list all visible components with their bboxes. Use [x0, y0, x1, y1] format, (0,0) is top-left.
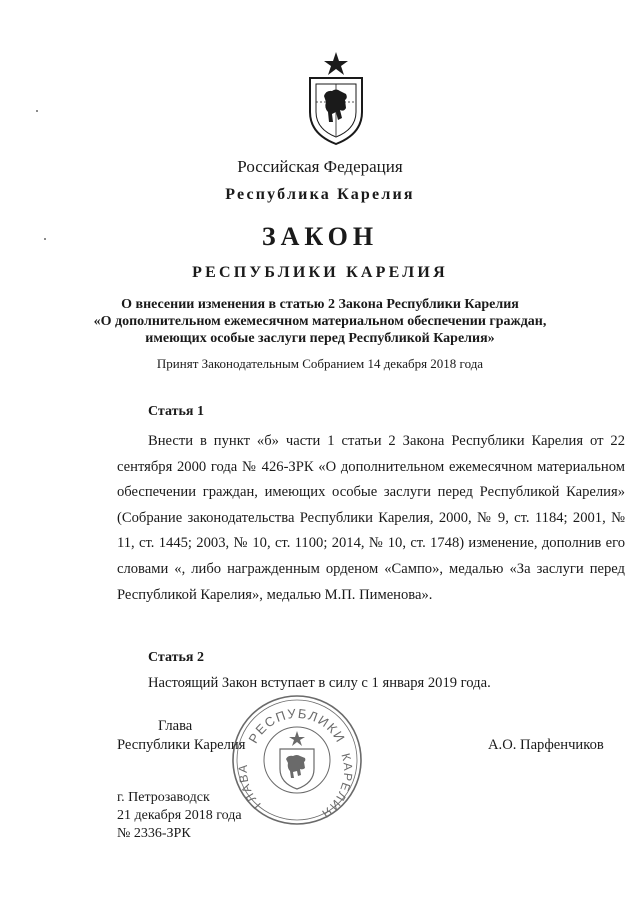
seal-right-text: КАРЕЛИЯ	[318, 751, 356, 822]
law-number: № 2336-ЗРК	[117, 826, 191, 841]
seal-left-text: ГЛАВА	[235, 763, 264, 812]
article-1-text: Внести в пункт «б» части 1 статьи 2 Закона Республики Карелия от 22 сентября 2000 года № 426-ЗРК «О дополнительном ежемесячном материальном обеспечении граждан, имеющих особые заслуги перед Республикой Карелия» (Собрание законодательства Республики Карелия, 2000, № 9, ст. 1184; 2001, № 11, ст. 1445; 2003, № 10, ст. 1100; 2014, № 10, ст. 1748) изменение, дополнив его словами «, либо награжденным орденом «Сампо», медалью «За заслуги перед Республикой Карелия», медалью М.П. Пименова».	[117, 433, 625, 603]
coat-of-arms-emblem	[300, 50, 372, 146]
scan-speck	[36, 110, 38, 112]
signatory-name: А.О. Парфенчиков	[488, 737, 604, 753]
law-title-line-3: имеющих особые заслуги перед Республикой Карелия»	[145, 331, 495, 346]
bear-shield-icon	[300, 50, 372, 146]
document-type-subtitle: РЕСПУБЛИКИ КАРЕЛИЯ	[192, 264, 448, 281]
country-name: Российская Федерация	[237, 157, 403, 176]
place-of-signing: г. Петрозаводск	[117, 790, 210, 805]
scan-speck	[44, 238, 46, 240]
seal-stamp-icon	[230, 693, 364, 827]
seal-top-text: РЕСПУБЛИКИ	[245, 705, 349, 746]
adoption-note: Принят Законодательным Собранием 14 декабря 2018 года	[156, 356, 484, 371]
law-title-line-2: «О дополнительном ежемесячном материальном обеспечении граждан,	[93, 314, 547, 329]
document-type: ЗАКОН	[261, 222, 379, 251]
article-2-heading: Статья 2	[148, 650, 204, 665]
article-2-text: Настоящий Закон вступает в силу с 1 января 2019 года.	[148, 675, 491, 691]
republic-name: Республика Карелия	[225, 186, 415, 203]
signing-date: 21 декабря 2018 года	[117, 808, 242, 823]
article-1-heading: Статья 1	[148, 404, 204, 419]
svg-text:КАРЕЛИЯ	[318, 752, 355, 822]
law-title-line-1: О внесении изменения в статью 2 Закона Республики Карелия	[121, 297, 519, 312]
official-seal	[230, 693, 364, 827]
svg-text:ГЛАВА	[236, 763, 264, 812]
signature-position-line-2: Республики Карелия	[117, 737, 246, 753]
signature-position-line-1: Глава	[158, 718, 193, 734]
